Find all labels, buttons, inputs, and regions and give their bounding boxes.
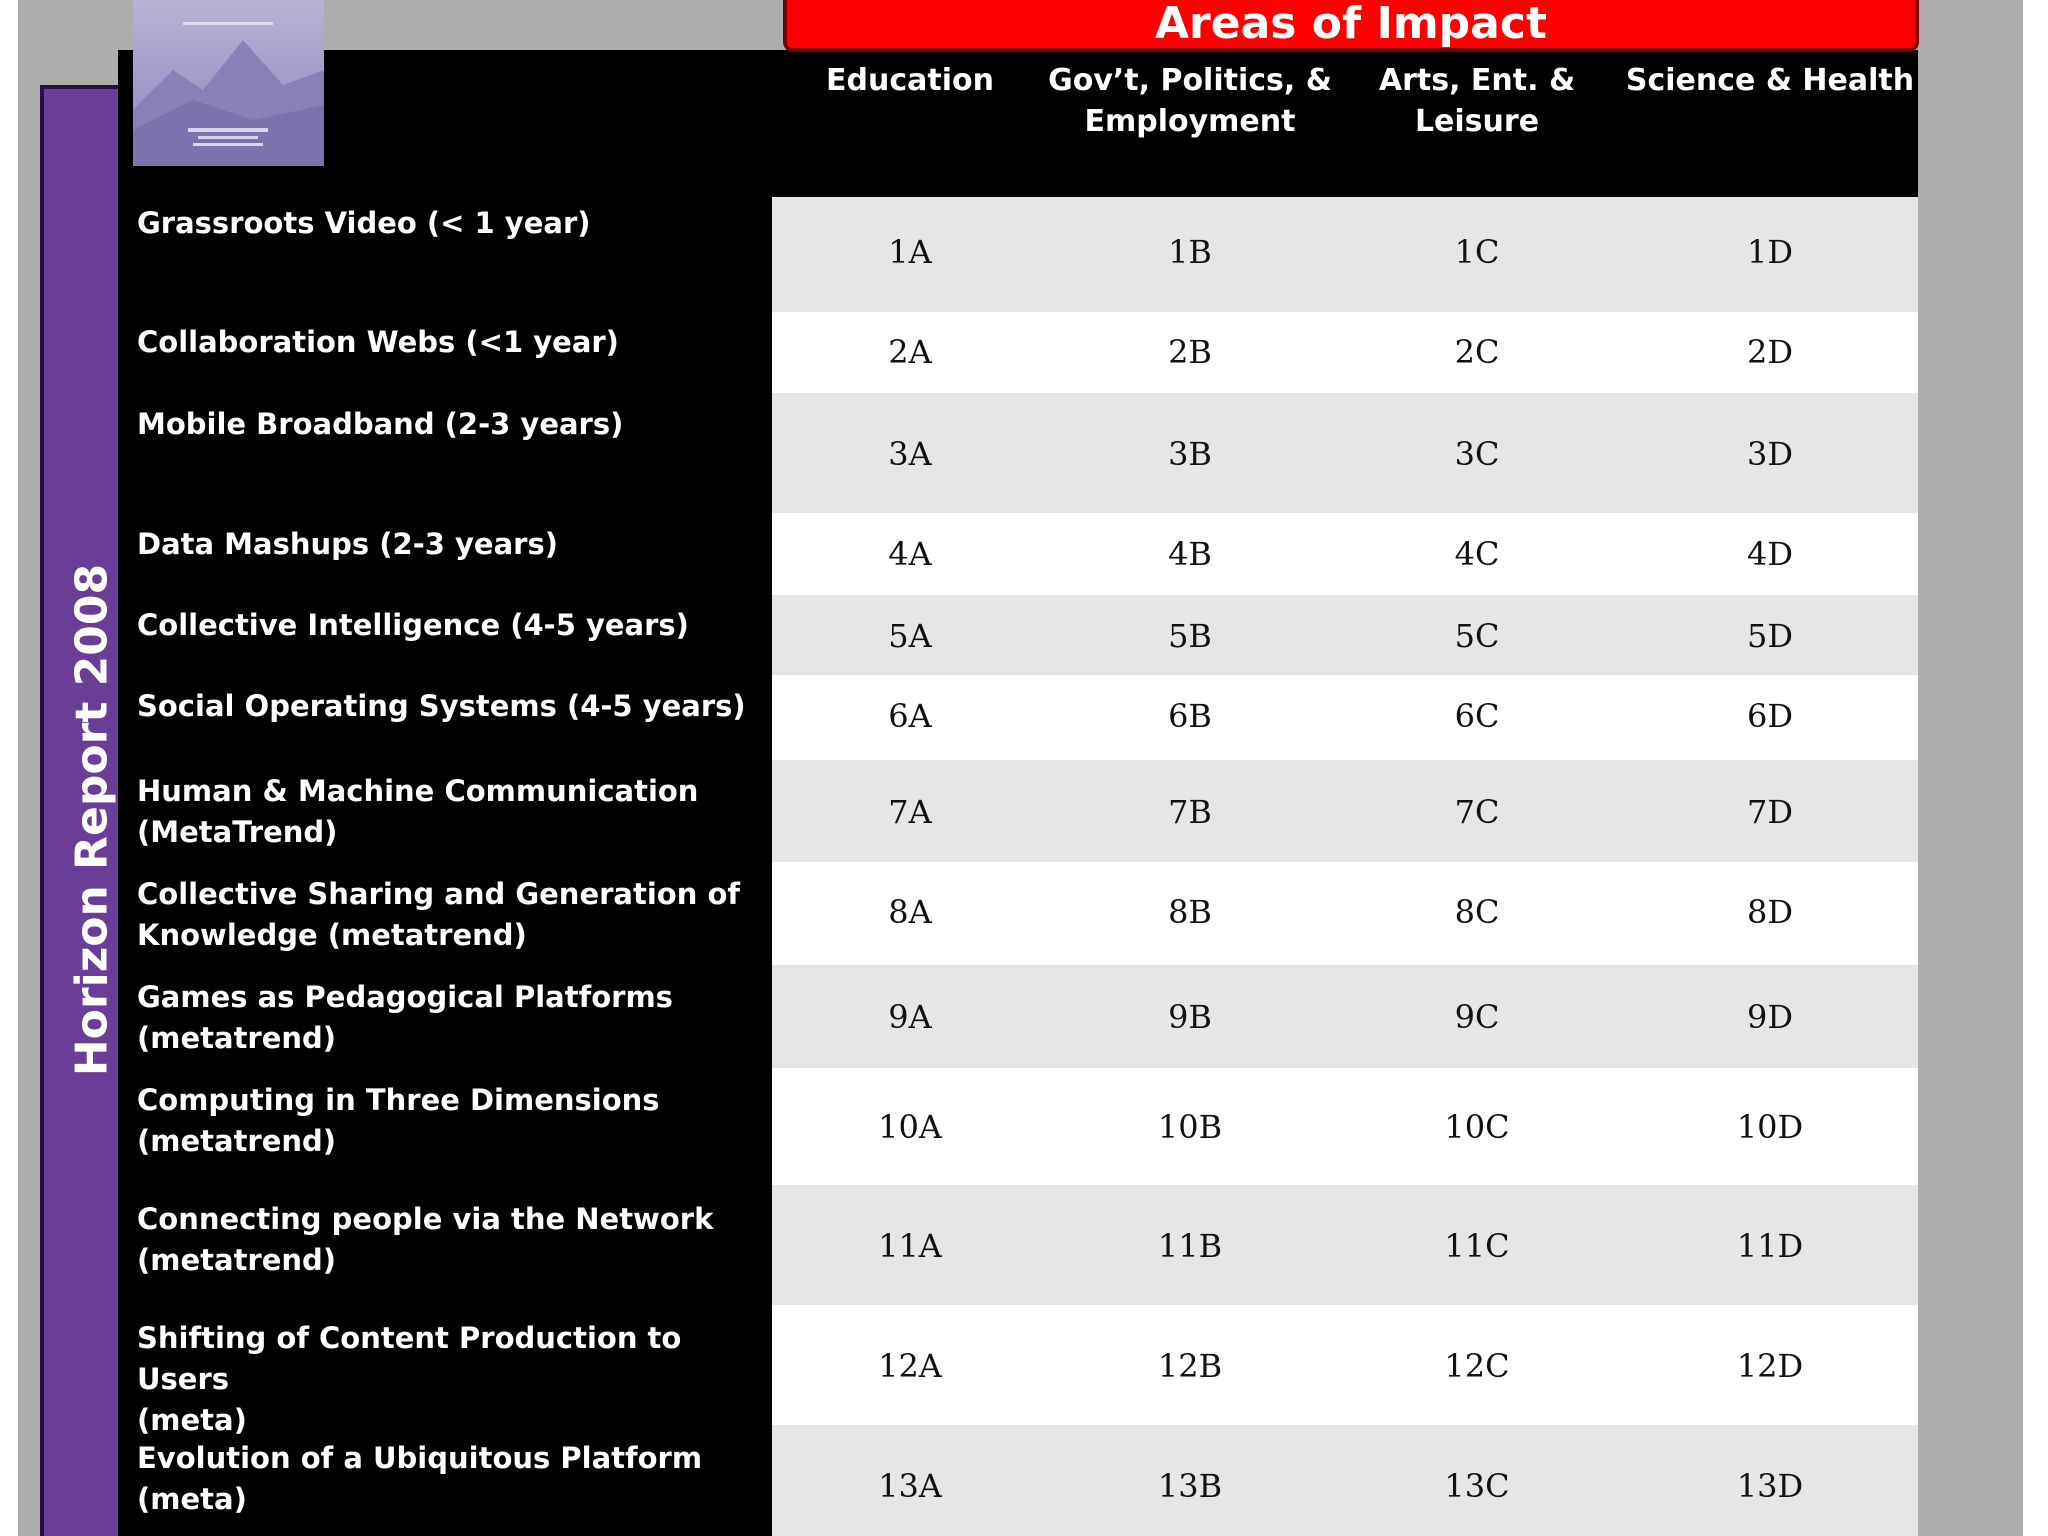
table-cell: 6A [888,697,932,735]
table-cell: 6D [1746,697,1794,735]
mountain-image [133,0,324,166]
row-label [137,203,757,244]
table-cell: 4A [888,535,932,573]
table-cell: 1D [1746,233,1794,271]
slide-margin-right [2023,0,2048,1536]
row-label-line: Evolution of a Ubiquitous Platform (meta) [137,1441,703,1516]
table-cell: 4B [1168,535,1212,573]
row-label-line: Computing in Three Dimensions [137,1083,660,1117]
table-cell: 5D [1746,617,1794,655]
table-cell: 10A [878,1108,942,1146]
row-label [137,1199,757,1281]
table-cell: 3D [1746,435,1794,473]
table-cell: 9B [1168,998,1212,1036]
table-cell: 10B [1157,1108,1223,1146]
side-title: Horizon Report 2008 [66,563,118,1077]
table-cell: 10C [1444,1108,1510,1146]
areas-of-impact-header [783,0,1919,52]
areas-of-impact-title: Areas of Impact [1154,0,1547,49]
table-cell: 4C [1454,535,1500,573]
column-header-line: Education [826,63,994,98]
row-label [137,686,757,727]
slide-margin-left [0,0,18,1536]
table-cell: 13B [1157,1467,1223,1505]
table-cell: 1B [1168,233,1212,271]
row-label [137,874,757,956]
table-cell: 6C [1454,697,1500,735]
row-label [137,605,757,646]
row-label-line: Social Operating Systems (4-5 years) [137,689,746,723]
table-cell: 13C [1444,1467,1510,1505]
table-cell: 7D [1746,793,1794,831]
table-cell: 8B [1168,893,1212,931]
table-cell: 3A [888,435,932,473]
table-cell: 11A [878,1227,942,1265]
table-cell: 11C [1444,1227,1510,1265]
row-label [137,322,757,363]
table-cell: 11B [1157,1227,1223,1265]
row-label [137,1080,757,1162]
table-cell: 10D [1736,1108,1804,1146]
table-cell: 7B [1168,793,1212,831]
column-header-line: Arts, Ent. & [1378,63,1576,98]
table-cell: 2B [1168,333,1212,371]
row-label [137,771,757,853]
table-cell: 13A [878,1467,942,1505]
row-label-line: Collaboration Webs (<1 year) [137,325,619,359]
table-cell: 12D [1736,1347,1804,1385]
row-label-line: (meta) [137,1403,247,1437]
row-label [137,977,757,1059]
table-cell: 13D [1736,1467,1804,1505]
table-cell: 2C [1454,333,1500,371]
table-cell: 5A [888,617,932,655]
column-header [1040,60,1340,142]
column-header-line: Employment [1084,104,1296,139]
column-header [1347,60,1607,142]
column-header-line: Gov’t, Politics, & [1048,63,1332,98]
table-cell: 6B [1168,697,1212,735]
table-cell: 5C [1454,617,1500,655]
column-header [770,60,1050,101]
table-cell: 2A [888,333,932,371]
table-cell: 11D [1736,1227,1804,1265]
column-header-line: Science & Health [1625,63,1915,98]
table-cell: 2D [1746,333,1794,371]
table-cell: 8A [888,893,932,931]
row-label-line: Data Mashups (2-3 years) [137,527,558,561]
table-cell: 4D [1746,535,1794,573]
row-label-line: (metatrend) [137,1124,337,1158]
table-cell: 7C [1454,793,1500,831]
table-cell: 12A [878,1347,942,1385]
row-label-line: Collective Intelligence (4-5 years) [137,608,689,642]
row-label [137,524,757,565]
row-label-line: (metatrend) [137,1021,337,1055]
column-header [1620,60,1920,101]
row-label-line: (MetaTrend) [137,815,338,849]
table-cell: 3B [1168,435,1212,473]
column-header-line: Leisure [1414,104,1540,139]
row-label-line: Shifting of Content Production to Users [137,1321,682,1396]
table-cell: 8D [1746,893,1794,931]
row-label-line: Grassroots Video (< 1 year) [137,206,591,240]
row-label [137,1438,757,1520]
row-label [137,1318,757,1441]
row-label-line: Knowledge (metatrend) [137,918,527,952]
table-cell: 9D [1746,998,1794,1036]
table-cell: 12B [1157,1347,1223,1385]
table-cell: 9A [888,998,932,1036]
row-label-line: Connecting people via the Network [137,1202,714,1236]
row-label-line: Games as Pedagogical Platforms [137,980,673,1014]
table-cell: 8C [1454,893,1500,931]
table-cell: 12C [1444,1347,1510,1385]
row-label [137,404,757,445]
table-cell: 7A [888,793,932,831]
table-cell: 1A [888,233,932,271]
row-label-line: Mobile Broadband (2-3 years) [137,407,624,441]
row-label-line: Collective Sharing and Generation of [137,877,740,911]
table-cell: 5B [1168,617,1212,655]
report-cover-image [133,0,324,166]
table-cell: 1C [1454,233,1500,271]
row-label-line: (metatrend) [137,1243,337,1277]
table-cell: 9C [1454,998,1500,1036]
table-cell: 3C [1454,435,1500,473]
row-label-line: Human & Machine Communication [137,774,699,808]
